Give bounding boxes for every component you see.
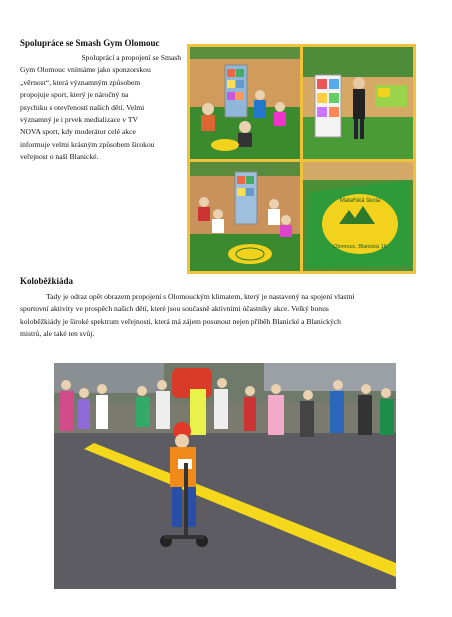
paragraph-line: veřejnost o naší Blanické. <box>20 152 99 162</box>
photo-group-of-children <box>190 162 300 271</box>
paragraph-line: NOVA sport, kdy moderátor celé akce <box>20 127 136 137</box>
paragraph-line: koloběžkiády je široké spektrum veřejnosti, která má zájem posunout nejen příběh Blanické a Blanických <box>20 316 341 326</box>
section-heading-smash-gym: Spolupráce se Smash Gym Olomouc <box>20 38 160 48</box>
paragraph-line: informuje velmi krásným způsobem širokou <box>20 139 155 149</box>
paragraph-smash-gym <box>20 52 181 164</box>
section-heading-kolobezkiada: Koloběžkiáda <box>20 276 74 286</box>
paragraph-line: Tady je odraz opět obrazem propojení s Olomouckým klimatem, který je nastavený na spojení vlastní <box>46 292 355 301</box>
paragraph-line: „věrnost“, která významným způsobem <box>20 77 141 87</box>
photo-school-banner <box>303 162 413 271</box>
photo-children-sitting <box>190 47 300 159</box>
banner-text-bottom: Olomouc, Blanická 16 <box>333 244 387 250</box>
paragraph-line: významný je i prvek medializace v TV <box>20 115 138 125</box>
paragraph-line: Spoluprácí a propojení se Smash <box>81 53 181 62</box>
banner-text-top: Mateřská škola <box>339 198 381 204</box>
photo-scooter-race <box>54 363 396 589</box>
paragraph-line: propojuje sport, který je náročný na <box>20 90 129 100</box>
paragraph-line: sportovní aktivity ve prospěch našich dětí, které jsou současně aktivními účastníky akce. Velký bonus <box>20 304 329 314</box>
paragraph-line: mistrů, ale také ten svůj. <box>20 329 95 339</box>
photo-collage <box>187 44 416 274</box>
paragraph-line: psychiku s otevřeností našich dětí. Velmi <box>20 102 145 112</box>
photo-woman-with-banner <box>303 47 413 159</box>
paragraph-kolobezkiada <box>20 291 425 341</box>
paragraph-line: Gym Olomouc vnímáme jako sponzorskou <box>20 65 151 75</box>
